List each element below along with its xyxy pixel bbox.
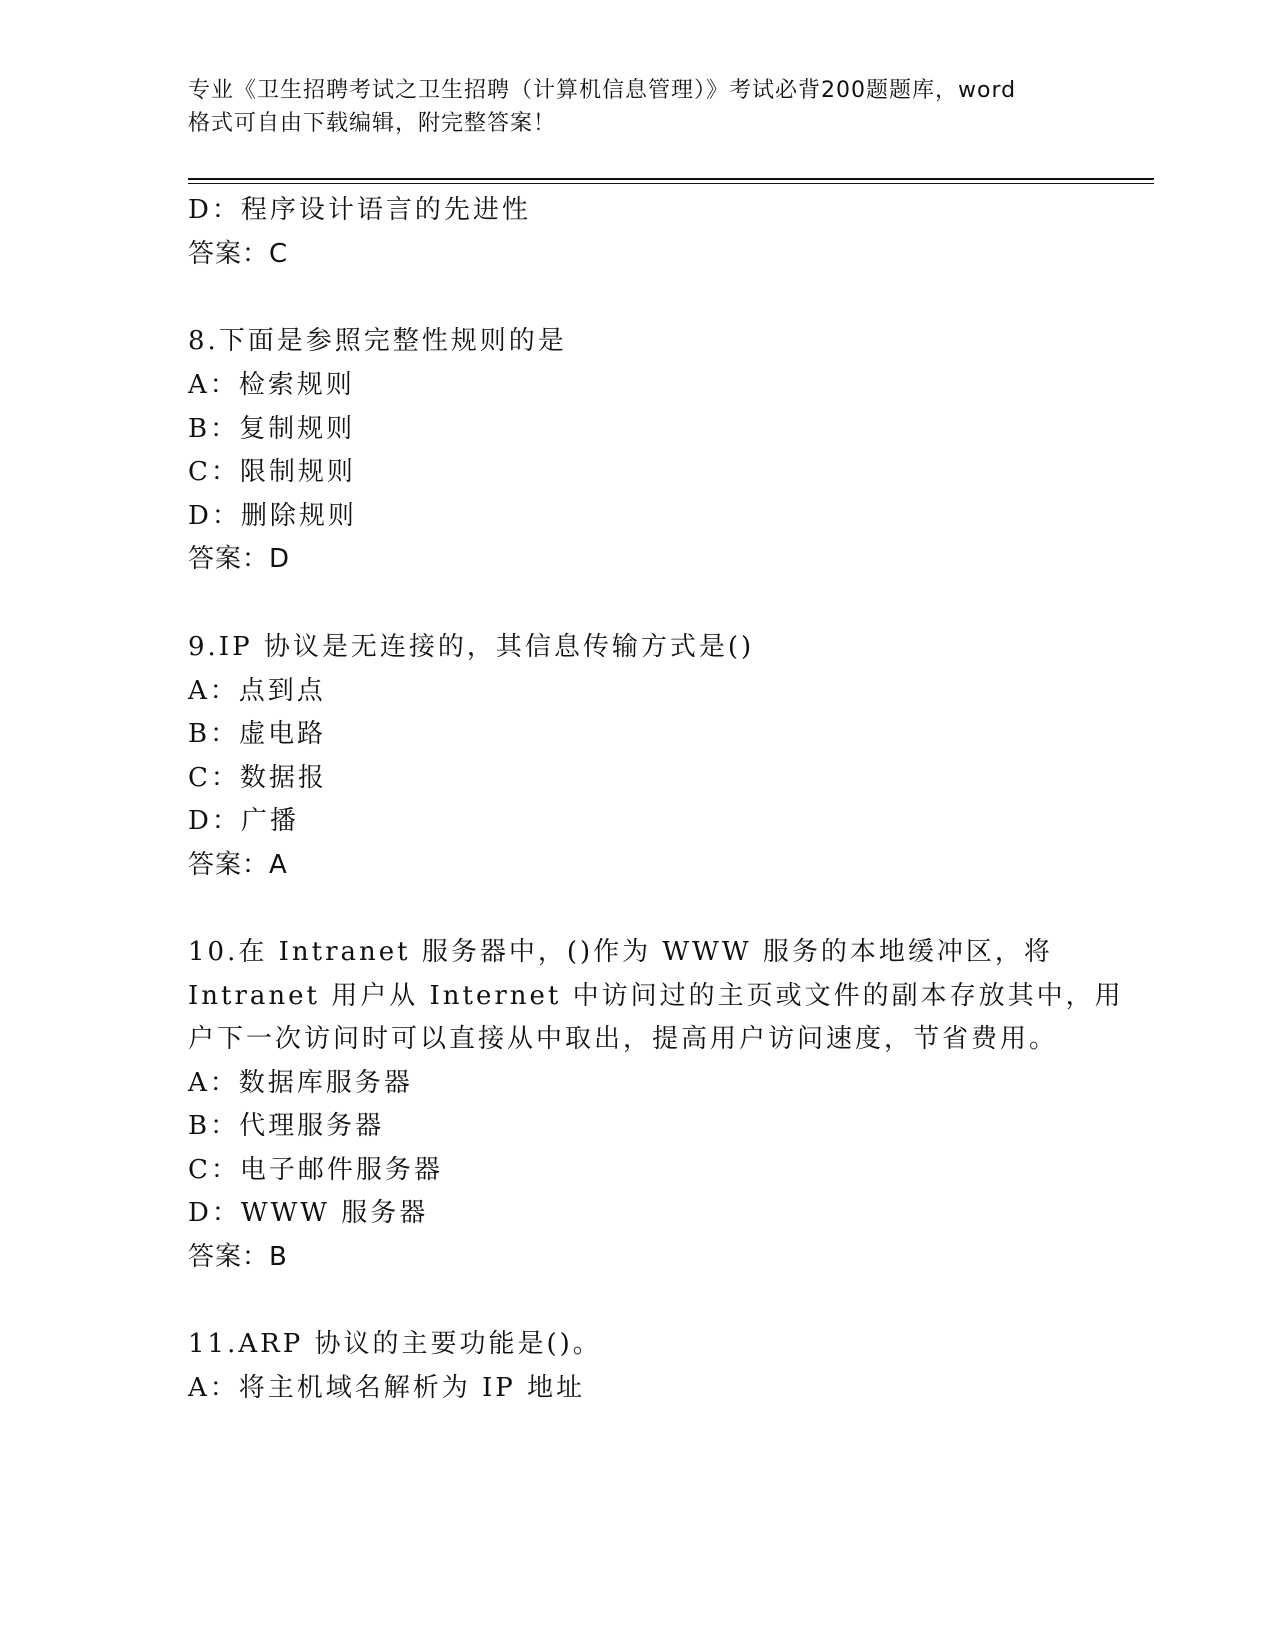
question-8-option-a: A：检索规则 [188,370,355,400]
question-10-option-c: C：电子邮件服务器 [188,1155,443,1185]
question-9-option-c: C：数据报 [188,763,327,793]
header-title-line-2: 格式可自由下载编辑，附完整答案！ [188,111,557,136]
question-10-option-d: D：WWW 服务器 [188,1198,429,1228]
question-10-stem-line-2: Intranet 用户从 Internet 中访问过的主页或文件的副本存放其中，用 [188,981,1124,1011]
question-8-option-c: C：限制规则 [188,457,356,487]
question-8-option-d: D：删除规则 [188,501,357,531]
question-9-option-d: D：广播 [188,806,299,836]
question-10-stem-line-3: 户下一次访问时可以直接从中取出，提高用户访问速度，节省费用。 [188,1024,1059,1054]
question-9-option-a: A：点到点 [188,676,326,706]
question-9-option-b: B：虚电路 [188,719,327,749]
question-11-option-a: A：将主机域名解析为 IP 地址 [188,1373,586,1403]
question-9-stem: 9.IP 协议是无连接的，其信息传输方式是() [188,632,755,662]
question-8-option-b: B：复制规则 [188,414,356,444]
question-8-answer: 答案：D [188,544,291,574]
document-header [188,74,1088,140]
header-title-line-1: 专业《卫生招聘考试之卫生招聘（计算机信息管理）》考试必背200题题库，word [188,78,1017,103]
header-divider-thick [188,178,1154,180]
question-10-stem-line-1: 10.在 Intranet 服务器中，()作为 WWW 服务的本地缓冲区，将 [188,937,1053,967]
question-11-stem: 11.ARP 协议的主要功能是()。 [188,1329,602,1359]
question-10-answer: 答案：B [188,1242,288,1272]
question-9-answer: 答案：A [188,850,288,880]
question-10-option-a: A：数据库服务器 [188,1068,413,1098]
question-10-option-b: B：代理服务器 [188,1111,385,1141]
prev-question-answer: 答案：C [188,239,289,269]
prev-question-option-d: D：程序设计语言的先进性 [188,195,531,225]
header-divider-thin [188,183,1154,184]
question-8-stem: 8.下面是参照完整性规则的是 [188,326,567,356]
